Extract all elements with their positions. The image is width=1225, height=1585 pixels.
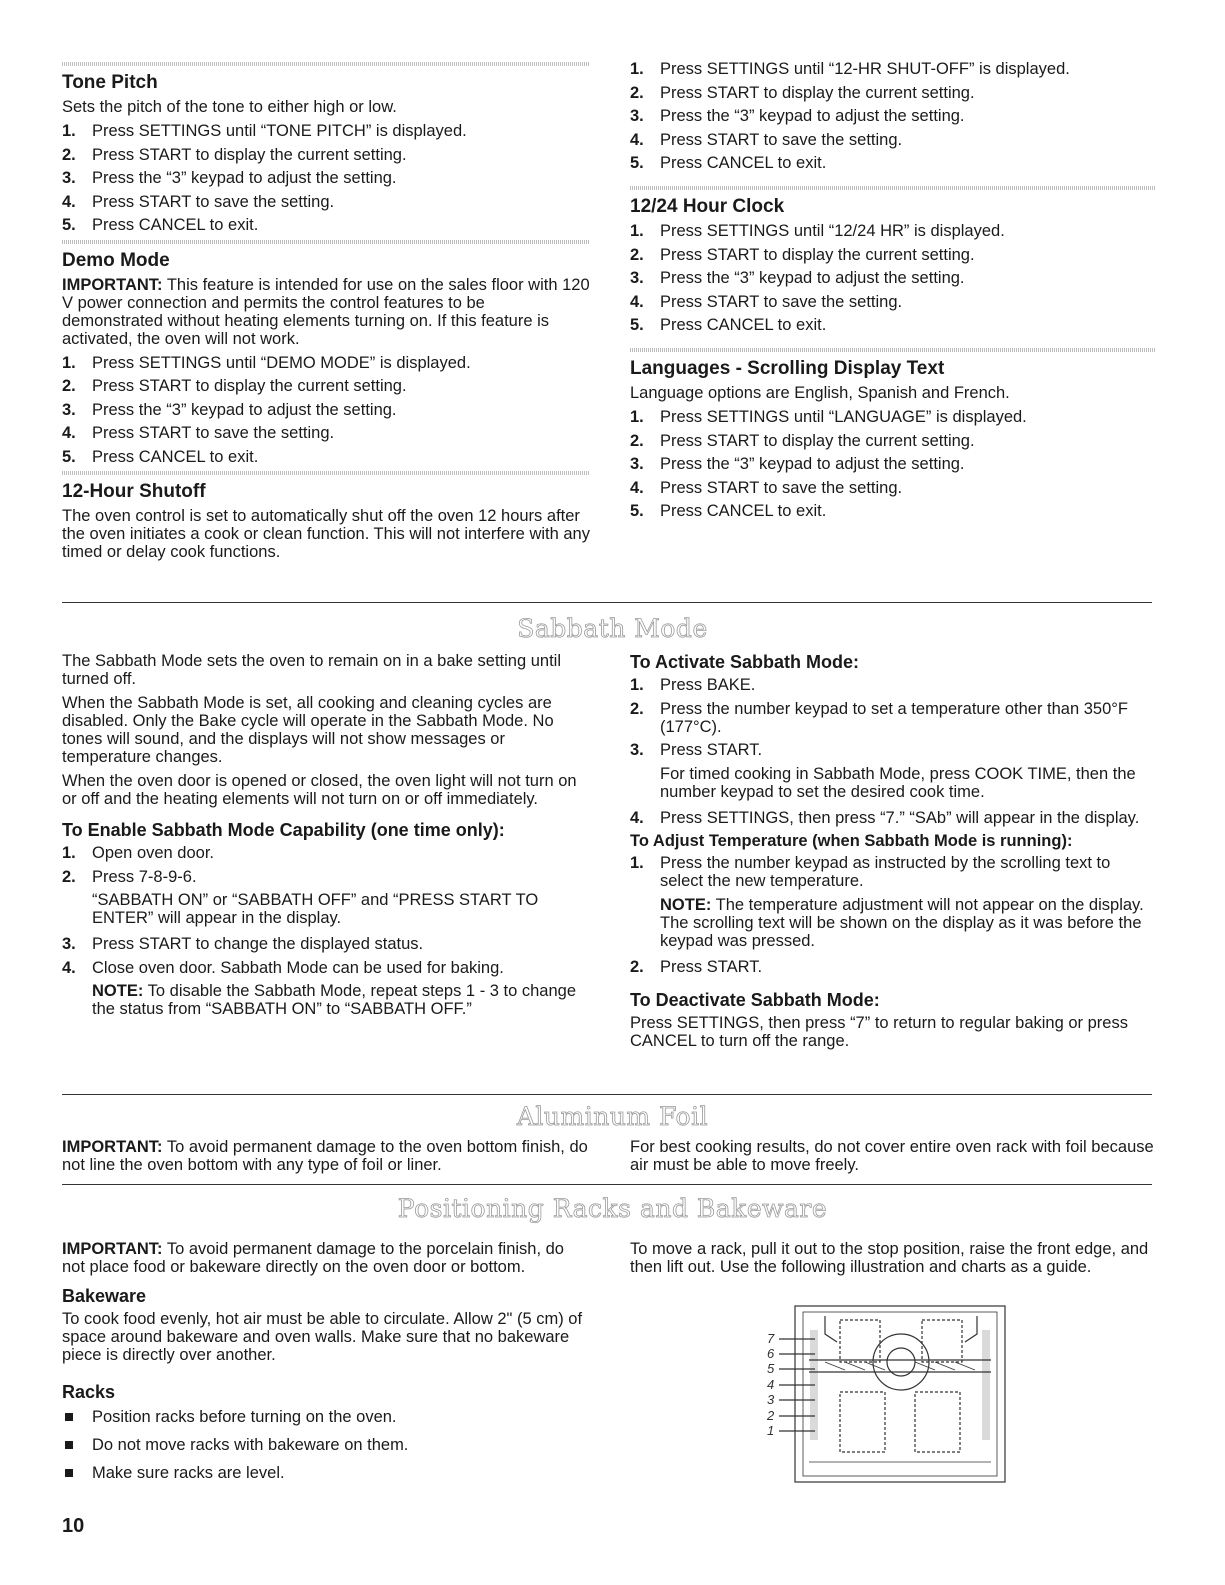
list-item: 5. Press CANCEL to exit. <box>630 316 827 334</box>
list-item: 5. Press CANCEL to exit. <box>630 154 827 172</box>
languages-heading: Languages - Scrolling Display Text <box>630 358 945 379</box>
list-item: 3. Press START to change the displayed status. <box>62 935 424 953</box>
list-item: 1. Press SETTINGS until “TONE PITCH” is displayed. <box>62 122 467 140</box>
list-item: 2. Press START to display the current setting. <box>630 245 975 264</box>
activate-sabbath-step-detail: For timed cooking in Sabbath Mode, press COOK TIME, then the number keypad to set the desired cook time. <box>660 764 1136 801</box>
rack-position-label: 3 <box>767 1392 775 1407</box>
list-item: 1. Press SETTINGS until “12/24 HR” is displayed. <box>630 222 1005 240</box>
list-item: 2. Press START. <box>630 957 763 976</box>
list-item: 4. Press START to save the setting. <box>630 292 903 311</box>
settings-right-column <box>630 60 1155 526</box>
list-item: 3. Press the “3” keypad to adjust the setting. <box>62 169 397 187</box>
list-item: 2. Press START to display the current setting. <box>62 145 407 164</box>
activate-sabbath-steps-continued <box>630 809 1155 827</box>
racks-important: IMPORTANT: To avoid permanent damage to the porcelain finish, do not place food or bakeware directly on the oven door or bottom. <box>62 1240 564 1276</box>
sabbath-left-column <box>62 652 590 1026</box>
racks-left-column <box>62 1240 590 1492</box>
list-item: Do not move racks with bakeware on them. <box>62 1436 590 1454</box>
demo-mode-steps <box>62 354 590 466</box>
rack-position-label: 4 <box>767 1377 775 1392</box>
rack-position-label: 6 <box>767 1346 775 1361</box>
deactivate-sabbath-text: Press SETTINGS, then press “7” to return to regular baking or press CANCEL to turn off the range. <box>630 1013 1128 1050</box>
enable-sabbath-note: NOTE: To disable the Sabbath Mode, repeat steps 1 - 3 to change the status from “SABBATH ON” to “SABBATH OFF.” <box>92 982 577 1018</box>
list-item: 1. Press SETTINGS until “12-HR SHUT-OFF” is displayed. <box>630 60 1070 78</box>
rack-position-label: 7 <box>767 1331 775 1346</box>
rack-position-label: 2 <box>767 1408 775 1423</box>
section-divider <box>62 62 590 66</box>
shutoff-steps <box>630 60 1155 172</box>
activate-sabbath-heading: To Activate Sabbath Mode: <box>630 652 860 672</box>
enable-sabbath-heading: To Enable Sabbath Mode Capability (one time only): <box>62 820 505 840</box>
adjust-temperature-note: NOTE: The temperature adjustment will not appear on the display. The scrolling text will be shown on the display as it was before the keypad was pressed. <box>660 895 1144 950</box>
foil-right-text: For best cooking results, do not cover entire oven rack with foil because air must be able to move freely. <box>630 1138 1154 1174</box>
rack-position-label: 5 <box>767 1361 775 1376</box>
section-divider <box>62 240 590 244</box>
rack-position-label: 1 <box>767 1423 775 1438</box>
clock-steps <box>630 222 1155 334</box>
clock-heading: 12/24 Hour Clock <box>630 196 785 217</box>
list-item: 4. Press START to save the setting. <box>62 192 335 211</box>
activate-sabbath-steps <box>630 676 1155 759</box>
list-item: 2. Press the number keypad to set a temperature other than 350°F (177°C). <box>630 699 1128 736</box>
enable-sabbath-step-detail: “SABBATH ON” or “SABBATH OFF” and “PRESS START TO ENTER” will appear in the display. <box>92 891 539 927</box>
list-item: Make sure racks are level. <box>62 1464 590 1482</box>
list-item: 5. Press CANCEL to exit. <box>630 502 827 520</box>
racks-section-title: Positioning Racks and Bakeware <box>397 1194 828 1223</box>
shutoff-intro: The oven control is set to automatically shut off the oven 12 hours after the oven initiates a cook or clean function. This will not interfere with any timed or delay cook functions. <box>62 507 590 561</box>
racks-heading: Racks <box>62 1382 116 1402</box>
tone-pitch-intro: Sets the pitch of the tone to either high or low. <box>62 98 397 116</box>
enable-sabbath-steps-continued <box>62 935 590 977</box>
deactivate-sabbath-heading: To Deactivate Sabbath Mode: <box>630 989 880 1010</box>
foil-important: IMPORTANT: To avoid permanent damage to the oven bottom finish, do not line the oven bottom with any type of foil or liner. <box>62 1138 588 1174</box>
list-item: 3. Press the “3” keypad to adjust the setting. <box>630 107 965 125</box>
languages-steps <box>630 408 1155 520</box>
list-item: 1. Open oven door. <box>62 844 215 862</box>
racks-right-column <box>630 1240 1155 1282</box>
list-item: 2. Press START to display the current setting. <box>630 431 975 450</box>
list-item: 3. Press the “3” keypad to adjust the setting. <box>62 400 397 419</box>
list-item: 1. Press BAKE. <box>630 676 756 694</box>
list-item: 3. Press the “3” keypad to adjust the setting. <box>630 455 965 473</box>
sabbath-para: When the oven door is opened or closed, the oven light will not turn on or off and the heating elements will not turn on or off immediately. <box>62 772 577 808</box>
section-divider <box>62 471 590 475</box>
list-item: 4. Close oven door. Sabbath Mode can be used for baking. <box>62 958 504 977</box>
adjust-temperature-heading: To Adjust Temperature (when Sabbath Mode is running): <box>630 832 1073 850</box>
sabbath-section-title: Sabbath Mode <box>517 614 708 643</box>
sabbath-para: The Sabbath Mode sets the oven to remain on in a bake setting until turned off. <box>62 652 561 688</box>
bakeware-heading: Bakeware <box>62 1286 147 1306</box>
list-item: 4. Press START to save the setting. <box>630 478 903 497</box>
section-divider <box>630 186 1155 190</box>
list-item: 5. Press CANCEL to exit. <box>62 447 259 466</box>
list-item: 4. Press SETTINGS, then press “7.” “SAb” will appear in the display. <box>630 808 1140 827</box>
list-item: 2. Press START to display the current setting. <box>630 83 975 102</box>
list-item: 4. Press START to save the setting. <box>62 424 335 442</box>
demo-mode-heading: Demo Mode <box>62 249 170 271</box>
list-item: 5. Press CANCEL to exit. <box>62 216 259 234</box>
list-item: 1. Press SETTINGS until “LANGUAGE” is displayed. <box>630 408 1027 426</box>
adjust-temperature-steps-continued <box>630 958 1155 976</box>
racks-bullets <box>62 1408 590 1482</box>
section-rule <box>62 1184 1152 1185</box>
bakeware-text: To cook food evenly, hot air must be able to circulate. Allow 2" (5 cm) of space around bakeware and oven walls. Make sure that no bakeware piece is directly over another. <box>62 1310 583 1364</box>
list-item: 2. Press 7-8-9-6. <box>62 867 197 886</box>
section-rule <box>62 602 1152 603</box>
foil-section-title: Aluminum Foil <box>516 1102 709 1131</box>
settings-left-column <box>62 62 590 567</box>
oven-rack-illustration <box>765 1302 1025 1488</box>
sabbath-right-column <box>630 652 1155 1056</box>
list-item: 2. Press START to display the current setting. <box>62 377 407 395</box>
section-rule <box>62 1094 1152 1095</box>
page-number: 10 <box>62 1515 85 1537</box>
list-item: 3. Press START. <box>630 741 763 759</box>
list-item: 3. Press the “3” keypad to adjust the setting. <box>630 269 965 287</box>
shutoff-heading: 12-Hour Shutoff <box>62 481 206 502</box>
list-item: 1. Press the number keypad as instructed by the scrolling text to select the new temperature. <box>630 854 1111 890</box>
tone-pitch-heading: Tone Pitch <box>62 72 158 93</box>
adjust-temperature-steps <box>630 854 1155 890</box>
languages-intro: Language options are English, Spanish and French. <box>630 384 1010 402</box>
foil-right-column <box>630 1138 1155 1180</box>
list-item: 4. Press START to save the setting. <box>630 130 903 149</box>
section-divider <box>630 348 1155 352</box>
demo-mode-important: IMPORTANT: This feature is intended for use on the sales floor with 120 V power connection and permits the control features to be demonstrated without heating elements turning on. If this feature is activated, the oven will not work. <box>62 275 590 348</box>
list-item: Position racks before turning on the oven. <box>62 1408 590 1426</box>
enable-sabbath-steps <box>62 844 590 886</box>
racks-right-text: To move a rack, pull it out to the stop position, raise the front edge, and then lift out. Use the following illustration and charts as a guide. <box>630 1240 1149 1276</box>
sabbath-para: When the Sabbath Mode is set, all cooking and cleaning cycles are disabled. Only the Bake cycle will operate in the Sabbath Mode. No tones will sound, and the displays will not show messages or temperature changes. <box>62 694 554 766</box>
list-item: 1. Press SETTINGS until “DEMO MODE” is displayed. <box>62 353 471 372</box>
tone-pitch-steps <box>62 122 590 234</box>
foil-left-column <box>62 1138 590 1180</box>
